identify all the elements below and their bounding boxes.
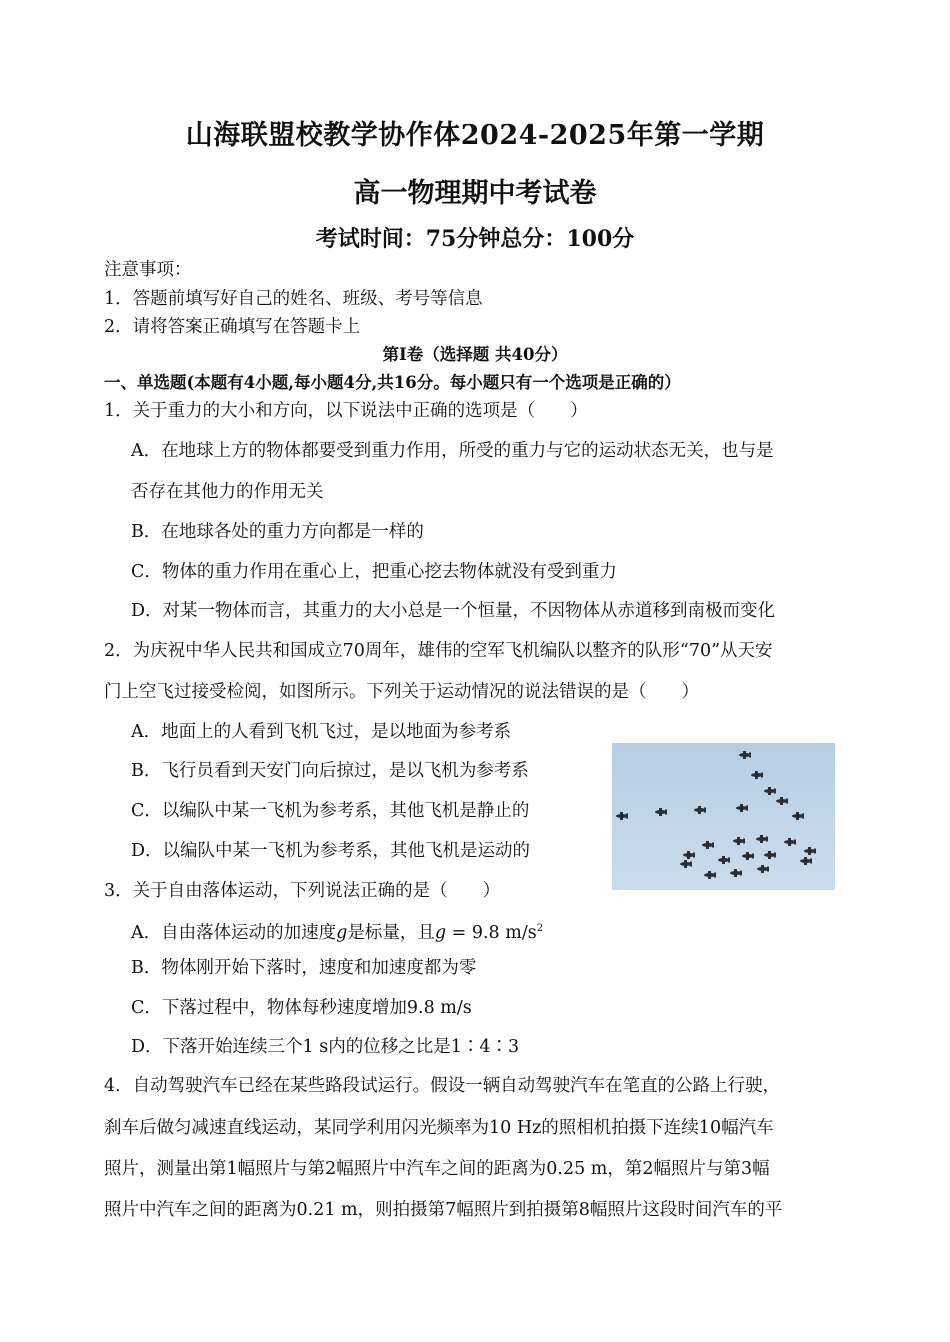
q4-stem-line2: 刹车后做匀减速直线运动，某同学利用闪光频率为10 Hz的照相机拍摄下连续10幅汽车	[104, 1118, 774, 1138]
q3-option-a-eq: = 9.8 m/s	[446, 922, 537, 943]
q2-option-d: D．以编队中某一飞机为参考系，其他飞机是运动的	[131, 841, 531, 861]
q4-stem-line3: 照片，测量出第1幅照片与第2幅照片中汽车之间的距离为0.25 m，第2幅照片与第3幅	[104, 1159, 770, 1179]
q3-stem: 3．关于自由落体运动，下列说法正确的是（ ）	[104, 881, 501, 901]
q2-option-b: B．飞行员看到天安门向后掠过，是以飞机为参考系	[131, 761, 529, 781]
notice-item-2: 2．请将答案正确填写在答题卡上	[104, 317, 361, 337]
q2-option-a: A．地面上的人看到飞机飞过，是以地面为参考系	[131, 722, 512, 742]
q3-option-a-sup: 2	[536, 923, 544, 934]
q1-option-d: D．对某一物体而言，其重力的大小总是一个恒量，不因物体从赤道移到南极而变化	[131, 601, 776, 621]
q3-option-b: B．物体刚开始下落时，速度和加速度都为零	[131, 958, 477, 978]
formation-drawing	[612, 743, 835, 890]
notice-title: 注意事项：	[104, 260, 192, 280]
q1-option-c: C．物体的重力作用在重心上，把重心挖去物体就没有受到重力	[131, 562, 617, 582]
q3-option-c: C．下落过程中，物体每秒速度增加9.8 m/s	[131, 998, 472, 1018]
q3-option-a-mid: 是标量，且	[347, 922, 435, 943]
q2-stem-line1: 2．为庆祝中华人民共和国成立70周年，雄伟的空军飞机编队以整齐的队形“70”从天安	[104, 641, 773, 661]
section-subheading: 一、单选题(本题有4小题,每小题4分,共16分。每小题只有一个选项是正确的）	[104, 373, 681, 392]
exam-school-title: 山海联盟校教学协作体2024-2025年第一学期	[185, 120, 765, 151]
gravity-symbol: g	[336, 922, 348, 943]
aircraft-formation-photo	[612, 743, 835, 890]
q3-option-d: D．下落开始连续三个1 s内的位移之比是1∶4∶3	[131, 1037, 520, 1057]
gravity-symbol-2: g	[434, 922, 447, 943]
q1-option-b: B．在地球各处的重力方向都是一样的	[131, 522, 424, 542]
q4-stem-line4: 照片中汽车之间的距离为0.21 m，则拍摄第7幅照片到拍摄第8幅照片这段时间汽车的平	[104, 1200, 783, 1220]
q3-option-a	[131, 918, 543, 944]
q1-option-a-cont: 否存在其他力的作用无关	[131, 482, 324, 502]
section-heading: 第I卷（选择题 共40分）	[382, 345, 568, 364]
q3-option-a-pre: A．自由落体运动的加速度	[131, 922, 337, 943]
notice-item-1: 1．答题前填写好自己的姓名、班级、考号等信息	[104, 289, 483, 309]
exam-subject-title: 高一物理期中考试卷	[353, 178, 597, 209]
exam-time-score: 考试时间：75分钟总分：100分	[315, 226, 635, 252]
q4-stem-line1: 4．自动驾驶汽车已经在某些路段试运行。假设一辆自动驾驶汽车在笔直的公路上行驶，	[104, 1076, 781, 1096]
q1-stem: 1．关于重力的大小和方向，以下说法中正确的选项是（ ）	[104, 401, 588, 421]
q2-stem-line2: 门上空飞过接受检阅，如图所示。下列关于运动情况的说法错误的是（ ）	[104, 682, 699, 702]
q2-option-c: C．以编队中某一飞机为参考系，其他飞机是静止的	[131, 801, 530, 821]
q1-option-a: A．在地球上方的物体都要受到重力作用，所受的重力与它的运动状态无关，也与是	[131, 441, 774, 461]
